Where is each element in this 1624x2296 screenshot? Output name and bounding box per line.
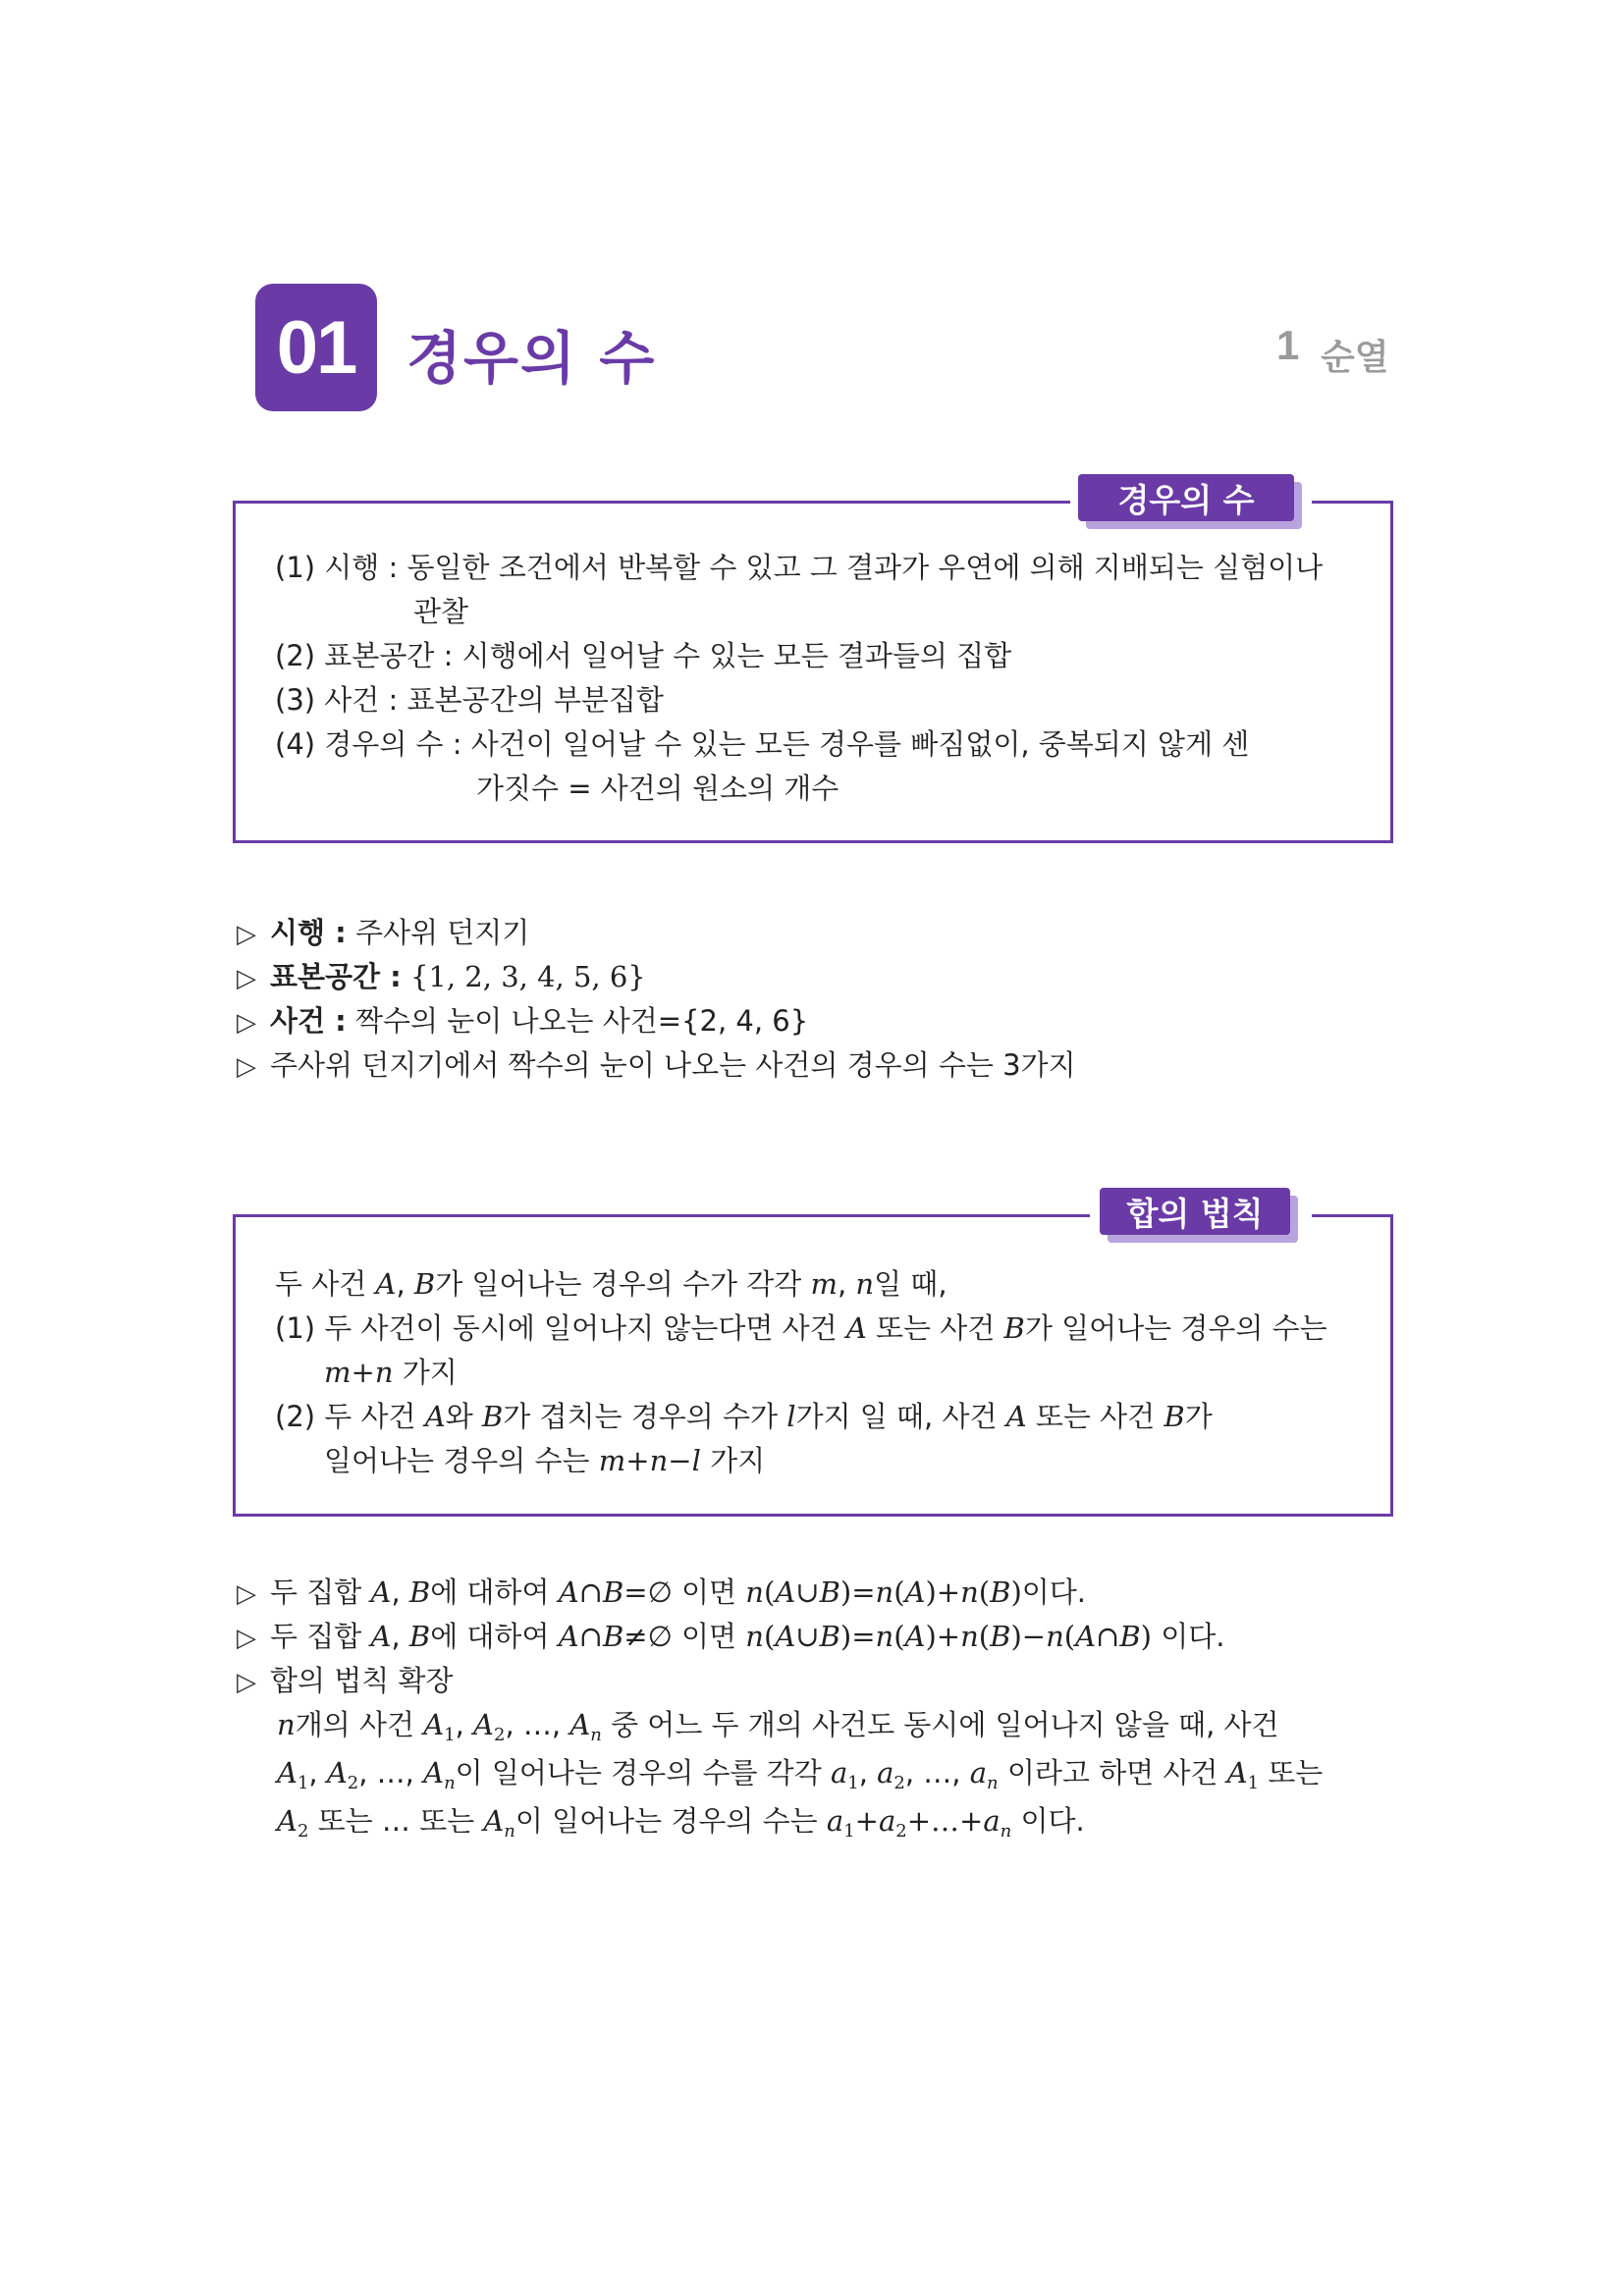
sum-rule-extension-line-1: n개의 사건 $A_1$, $A_2$, …, $A_n$ 중 어느 두 개의 사건도 동시에 일어나지 않을 때, 사건 (277, 1708, 1279, 1745)
set-rule-disjoint: ▷ 두 집합 A, B에 대하여 A∩B=∅ 이면 n(A∪B)=n(A)+n(B)이다. (237, 1575, 1087, 1609)
section-number: 1 (1276, 322, 1300, 368)
sum-rule-item-1: (1) 두 사건이 동시에 일어나지 않는다면 사건 A 또는 사건 B가 일어나는 경우의 수는 (275, 1311, 1327, 1345)
example-trial: ▷ 시행 : 주사위 던지기 (237, 916, 530, 949)
triangle-bullet-icon: ▷ (237, 920, 256, 949)
definition-line-3: (3) 사건 : 표본공간의 부분집합 (275, 683, 664, 717)
set-rule-overlap: ▷ 두 집합 A, B에 대하여 A∩B≠∅ 이면 n(A∪B)=n(A)+n(B)−n(A∩B) 이다. (237, 1620, 1225, 1653)
sum-rule-intro: 두 사건 A, B가 일어나는 경우의 수가 각각 m, n일 때, (275, 1267, 947, 1301)
sum-rule-extension-line-3: $A_2$ 또는 … 또는 $A_n$이 일어나는 경우의 수는 $a_1+a_2+\dots+a_n$ 이다. (277, 1804, 1085, 1842)
definition-line-4-cont: 가짓수 = 사건의 원소의 개수 (476, 772, 839, 805)
sum-rule-extension-title: ▷ 합의 법칙 확장 (237, 1664, 454, 1697)
sum-rule-item-2-cont: 일어나는 경우의 수는 m+n−l 가지 (324, 1444, 766, 1477)
definition-line-2: (2) 표본공간 : 시행에서 일어날 수 있는 모든 결과들의 집합 (275, 639, 1012, 672)
section-name: 순열 (1321, 338, 1389, 378)
triangle-bullet-icon: ▷ (237, 964, 256, 993)
chapter-title: 경우의 수 (406, 325, 657, 392)
sum-rule-extension-line-2: $A_1$, $A_2$, …, $A_n$이 일어나는 경우의 수를 각각 $a_1$, $a_2$, …, $a_n$ 이라고 하면 사건 $A_1$ 또는 (277, 1756, 1324, 1793)
example-event: ▷ 사건 : 짝수의 눈이 나오는 사건={2, 4, 6} (237, 1004, 809, 1038)
sum-rule-item-1-cont: m+n 가지 (324, 1356, 458, 1389)
triangle-bullet-icon: ▷ (237, 1624, 256, 1653)
sum-rule-box-tab: 합의 법칙 (1100, 1188, 1290, 1235)
definition-line-4: (4) 경우의 수 : 사건이 일어날 수 있는 모든 경우를 빠짐없이, 중복되지 않게 센 (275, 727, 1250, 761)
triangle-bullet-icon: ▷ (237, 1052, 256, 1082)
definition-line-1: (1) 시행 : 동일한 조건에서 반복할 수 있고 그 결과가 우연에 의해 지배되는 실험이나 (275, 551, 1324, 584)
triangle-bullet-icon: ▷ (237, 1008, 256, 1038)
definition-box-tab: 경우의 수 (1078, 474, 1294, 521)
example-sample-space: ▷ 표본공간 : {1, 2, 3, 4, 5, 6} (237, 960, 646, 993)
chapter-number-badge: 01 (255, 284, 377, 411)
triangle-bullet-icon: ▷ (237, 1668, 256, 1697)
sum-rule-item-2: (2) 두 사건 A와 B가 겹치는 경우의 수가 l가지 일 때, 사건 A 또는 사건 B가 (275, 1400, 1213, 1433)
triangle-bullet-icon: ▷ (237, 1579, 256, 1609)
example-count: ▷ 주사위 던지기에서 짝수의 눈이 나오는 사건의 경우의 수는 3가지 (237, 1048, 1076, 1082)
definition-line-1-cont: 관찰 (413, 595, 469, 628)
